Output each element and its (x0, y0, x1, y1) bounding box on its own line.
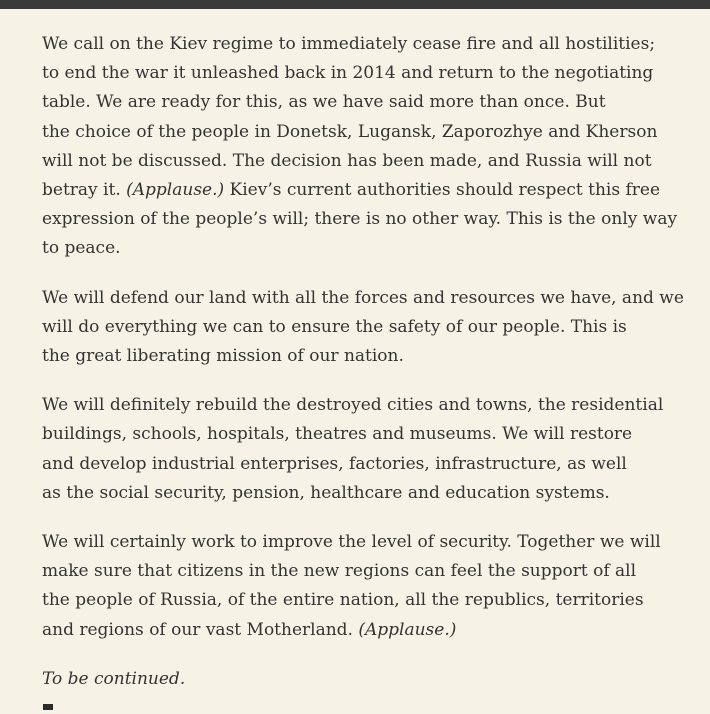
text-line (42, 479, 692, 508)
text-segment: buildings, schools, hospitals, theatres and museums. We will restore (42, 424, 633, 445)
paragraph (42, 391, 692, 508)
text-line (42, 30, 692, 59)
text-line (42, 391, 692, 420)
text-line (42, 616, 692, 645)
text-line (42, 234, 692, 263)
text-segment: to end the war it unleashed back in 2014 and return to the negotiating (42, 63, 654, 84)
italic-text: (Applause.) (358, 619, 457, 640)
next-element-partial (43, 704, 53, 710)
text-line (42, 586, 692, 615)
text-line (42, 557, 692, 586)
text-segment: Kiev’s current authorities should respect this free (224, 180, 661, 201)
text-line (42, 342, 692, 371)
text-line (42, 205, 692, 234)
italic-text: (Applause.) (126, 180, 225, 201)
text-line (42, 147, 692, 176)
text-segment: as the social security, pension, healthcare and education systems. (42, 482, 610, 503)
paragraph (42, 528, 692, 645)
text-line (42, 420, 692, 449)
text-segment: We will defend our land with all the forces and resources we have, and we (42, 287, 684, 308)
text-segment: betray it. (42, 180, 127, 201)
text-line (42, 118, 692, 147)
paragraph (42, 284, 692, 372)
text-segment: the great liberating mission of our nation. (42, 346, 404, 367)
text-line (42, 88, 692, 117)
continuation-note (42, 665, 692, 694)
text-segment: will do everything we can to ensure the safety of our people. This is (42, 316, 627, 337)
text-segment: make sure that citizens in the new regions can feel the support of all (42, 561, 637, 582)
text-segment: and regions of our vast Motherland. (42, 619, 359, 640)
text-line (42, 59, 692, 88)
text-segment: We will certainly work to improve the level of security. Together we will (42, 532, 661, 553)
text-line (42, 665, 692, 694)
text-line (42, 176, 692, 205)
text-segment: table. We are ready for this, as we have said more than once. But (42, 92, 606, 113)
text-line (42, 284, 692, 313)
text-line (42, 450, 692, 479)
text-segment: expression of the people’s will; there is no other way. This is the only way (42, 209, 678, 230)
paragraph (42, 30, 692, 264)
text-segment: the people of Russia, of the entire nation, all the republics, territories (42, 590, 644, 611)
text-line (42, 528, 692, 557)
text-segment: will not be discussed. The decision has been made, and Russia will not (42, 150, 652, 171)
article-body (42, 30, 692, 714)
text-segment: the choice of the people in Donetsk, Lugansk, Zaporozhye and Kherson (42, 121, 658, 142)
text-segment: We will definitely rebuild the destroyed cities and towns, the residential (42, 395, 664, 416)
top-bar (0, 0, 710, 9)
text-line (42, 313, 692, 342)
text-segment: to peace. (42, 238, 121, 259)
italic-text: To be continued. (42, 668, 186, 689)
text-segment: and develop industrial enterprises, factories, infrastructure, as well (42, 453, 627, 474)
text-segment: We call on the Kiev regime to immediately cease fire and all hostilities; (42, 34, 656, 54)
